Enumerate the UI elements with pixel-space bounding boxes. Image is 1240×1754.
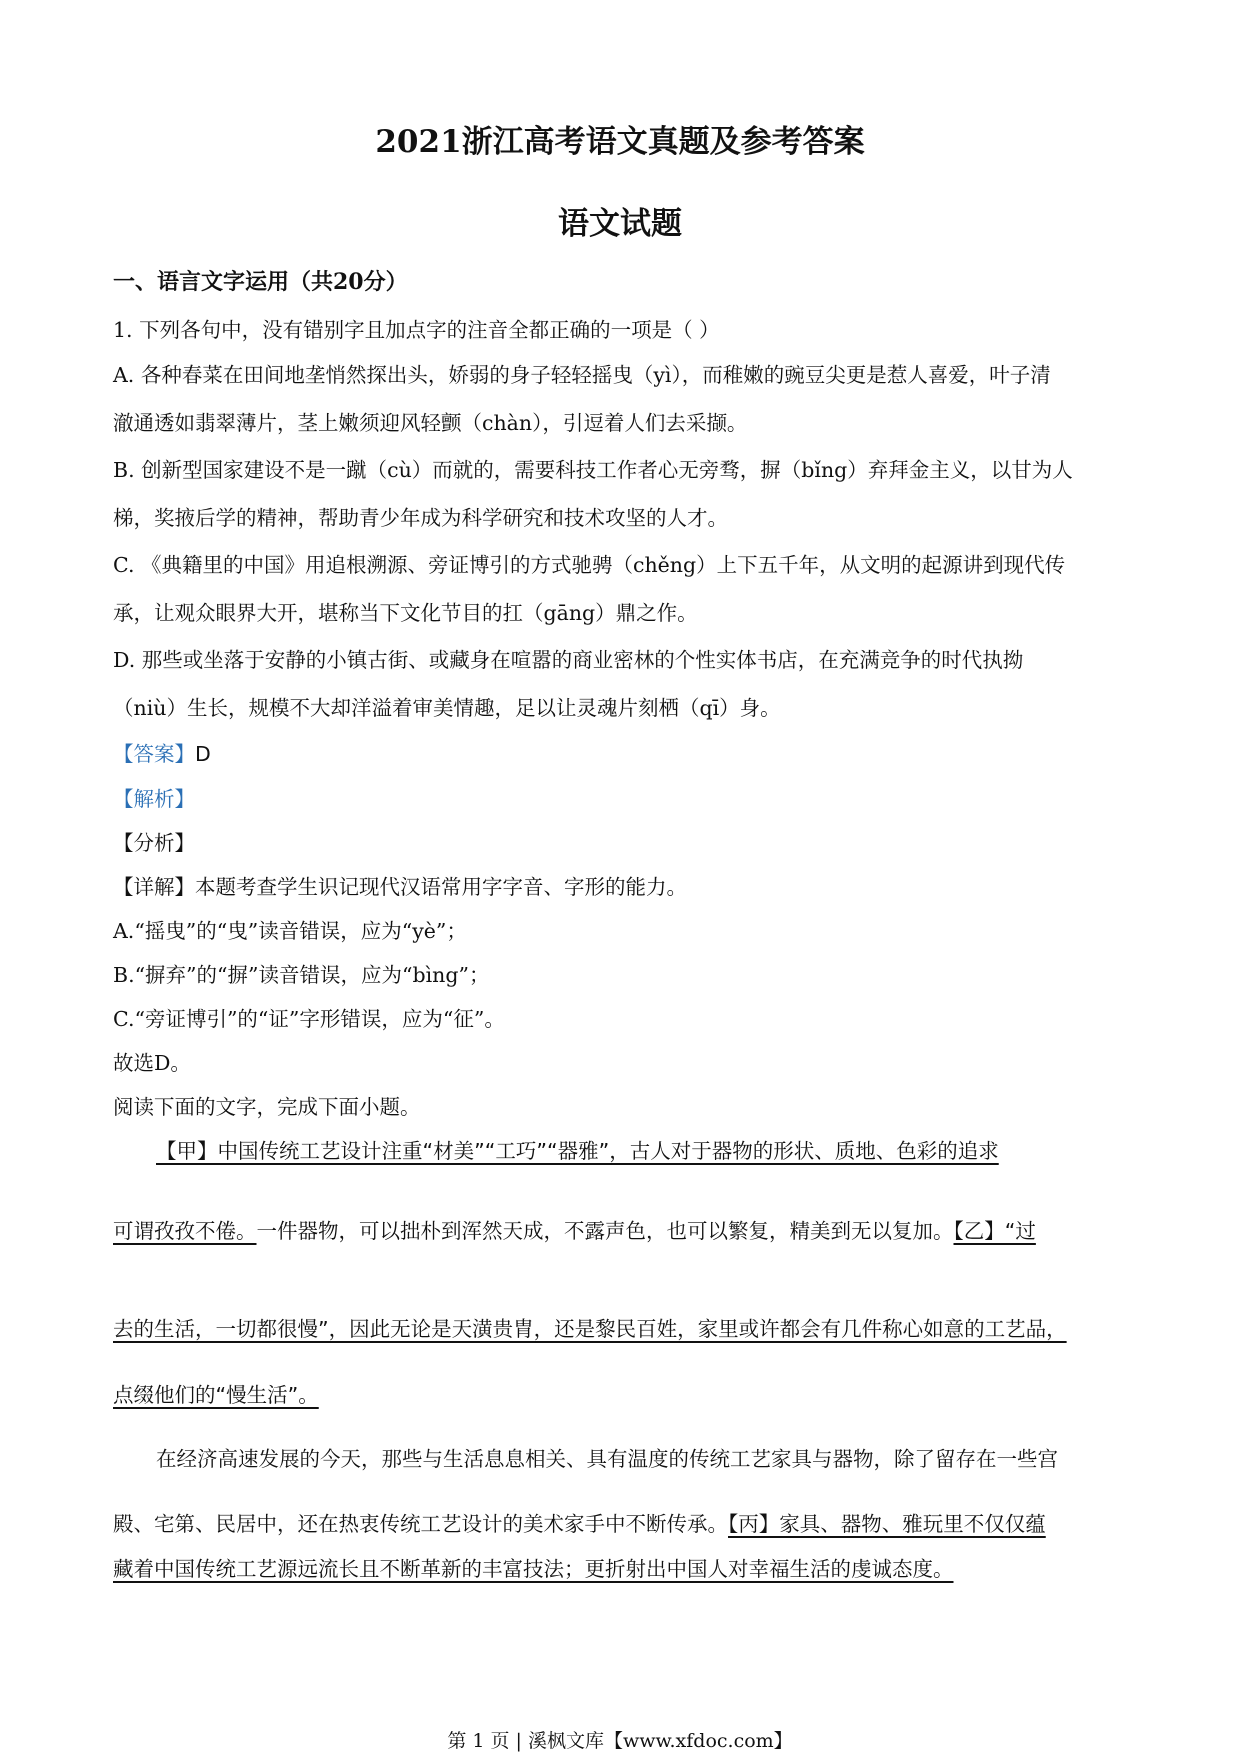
passage-p1-seg-c: 【乙】“过 [953, 1219, 1036, 1243]
reason-a: A.“摇曳”的“曳”读音错误，应为“yè”； [113, 919, 467, 943]
document-title: 2021浙江高考语文真题及参考答案 [375, 124, 865, 160]
option-a-line-1: A. 各种春菜在田间地垄悄然探出头，娇弱的身子轻轻摇曳（yì），而稚嫩的豌豆尖更是惹人喜爱，叶子清 [113, 363, 1051, 387]
passage-p1-line-3: 去的生活，一切都很慢”，因此无论是天潢贵胄，还是黎民百姓，家里或许都会有几件称心如意的工艺品， [113, 1317, 1067, 1341]
passage-p2-line-1: 在经济高速发展的今天，那些与生活息息相关、具有温度的传统工艺家具与器物，除了留存在一些宫 [156, 1447, 1058, 1471]
option-c-line-1: C. 《典籍里的中国》用追根溯源、旁证博引的方式驰骋（chěng）上下五千年，从文明的起源讲到现代传 [113, 553, 1066, 577]
answer-choice: 故选D。 [113, 1051, 191, 1075]
passage-p1-line-2 [113, 1214, 1036, 1244]
option-a-line-2: 澈通透如翡翠薄片，茎上嫩须迎风轻颤（chàn），引逗着人们去采撷。 [113, 411, 748, 435]
answer-line [113, 737, 211, 767]
option-b-line-2: 梯，奖掖后学的精神，帮助青少年成为科学研究和技术攻坚的人才。 [113, 506, 728, 530]
passage-p1-line-4: 点缀他们的“慢生活”。 [113, 1383, 319, 1407]
page-footer: 第 1 页 | 溪枫文库【www.xfdoc.com】 [447, 1730, 793, 1752]
reason-b: B.“摒弃”的“摒”读音错误，应为“bìng”； [113, 963, 490, 987]
question-stem: 1. 下列各句中，没有错别字且加点字的注音全都正确的一项是（ ） [113, 318, 720, 342]
option-c-line-2: 承，让观众眼界大开，堪称当下文化节目的扛（gāng）鼎之作。 [113, 601, 698, 625]
fenxi-tag: 【分析】 [113, 831, 195, 855]
passage-p2-line-3: 藏着中国传统工艺源远流长且不断革新的丰富技法；更折射出中国人对幸福生活的虔诚态度。 [113, 1557, 954, 1581]
passage-p1-line-1: 【甲】中国传统工艺设计注重“材美”“工巧”“器雅”，古人对于器物的形状、质地、色彩的追求 [156, 1139, 999, 1163]
answer-tag: 【答案】 [113, 742, 195, 766]
passage-p1-seg-a: 可谓孜孜不倦。 [113, 1219, 257, 1243]
detail-text: 【详解】本题考查学生识记现代汉语常用字字音、字形的能力。 [113, 875, 687, 899]
passage-p1-seg-b: 一件器物，可以拙朴到浑然天成，不露声色，也可以繁复，精美到无以复加。 [256, 1219, 954, 1243]
section-heading: 一、语言文字运用（共20分） [113, 269, 408, 295]
answer-value: D [195, 742, 211, 766]
passage-p2-seg-b: 【丙】家具、器物、雅玩里不仅仅蕴 [728, 1512, 1046, 1536]
passage-p2-seg-a: 殿、宅第、民居中，还在热衷传统工艺设计的美术家手中不断传承。 [113, 1512, 728, 1536]
document-subtitle: 语文试题 [558, 206, 682, 242]
analysis-tag: 【解析】 [113, 787, 195, 811]
reason-c: C.“旁证博引”的“证”字形错误，应为“征”。 [113, 1007, 505, 1031]
option-d-line-1: D. 那些或坐落于安静的小镇古街、或藏身在喧嚣的商业密林的个性实体书店，在充满竞争的时代执拗 [113, 648, 1024, 672]
passage-p2-line-2 [113, 1507, 1046, 1537]
option-d-line-2: （niù）生长，规模不大却洋溢着审美情趣，足以让灵魂片刻栖（qī）身。 [113, 696, 781, 720]
reading-intro: 阅读下面的文字，完成下面小题。 [113, 1095, 421, 1119]
option-b-line-1: B. 创新型国家建设不是一蹴（cù）而就的，需要科技工作者心无旁骛，摒（bǐng）弃拜金主义，以甘为人 [113, 458, 1073, 482]
